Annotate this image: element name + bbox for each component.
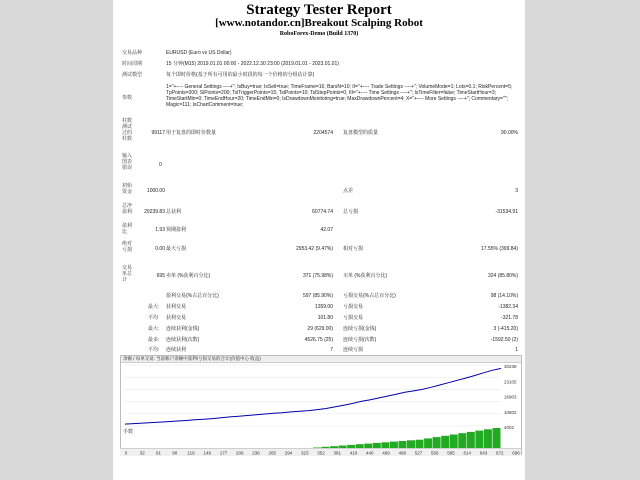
avg-cons-losses-label: 连续亏损 <box>343 347 364 353</box>
y-tick-label: 4002 <box>504 425 515 430</box>
rel-dd-label: 相对亏损 <box>343 246 364 252</box>
largest-win-value: 1359.00 <box>314 304 333 310</box>
largest-win-label: 获利交易 <box>166 304 187 310</box>
avg-label: 平均 <box>148 315 159 321</box>
x-tick-label: 643 <box>479 450 488 456</box>
loss-label: 亏损交易(%占总百分比) <box>343 293 396 299</box>
bars-label: 柱数 测试过的柱数 <box>122 118 133 142</box>
short-value: 371 (75.98%) <box>302 273 333 279</box>
errors-value: 0 <box>159 162 162 168</box>
ticks-label: 用于复盘的即时价数量 <box>166 130 217 136</box>
x-tick-label: 556 <box>430 450 439 456</box>
balance-line <box>125 368 501 424</box>
cons-loss-value: -1592.50 (2) <box>490 337 518 343</box>
y-tick-label: 30239 <box>504 364 517 369</box>
max-label: 最大: <box>148 326 160 332</box>
gross-loss-value: -31534.91 <box>495 209 518 215</box>
x-tick-label: 323 <box>300 450 309 456</box>
avg-loss-label: 亏损交易 <box>343 315 364 321</box>
x-tick-label: 498 <box>398 450 407 456</box>
symbol-label: 交易品种 <box>122 50 143 56</box>
win-label: 盈利交易(%占总百分比) <box>166 293 219 299</box>
errors-label: 输入图表错误 <box>122 153 133 171</box>
cons-loss-label: 连续亏损(次数) <box>343 337 377 343</box>
period-label: 时间周期 <box>122 61 143 67</box>
report-subtitle: [www.notandor.cn]Breakout Scalping Robot <box>215 17 423 29</box>
x-tick-label: 585 <box>447 450 455 456</box>
rel-dd-value: 17.55% (399.84) <box>481 246 518 252</box>
balance-chart-panel <box>120 355 522 455</box>
win-value: 597 (85.90%) <box>302 293 333 299</box>
x-tick-label: 236 <box>252 450 260 456</box>
quality-value: 90.00% <box>501 130 518 136</box>
avg-cons-losses-value: 1 <box>515 347 518 353</box>
gross-loss-label: 总亏损 <box>343 209 359 215</box>
chart-caption: 余额 / 每单交易: 当前帐户余额中获利/亏损交易的合计(价值中心 收益) <box>123 356 261 361</box>
gross-profit-label: 总获利 <box>166 209 182 215</box>
x-tick-label: 410 <box>349 450 358 456</box>
spread-label: 点差 <box>343 188 354 194</box>
model-value: 每个即时价格(基于所有可用的最小时段的每一个价格的分组估计算) <box>166 72 315 78</box>
x-tick-label: 527 <box>414 450 423 456</box>
largest-loss-label: 亏损交易 <box>343 304 364 310</box>
payoff-value: 42.07 <box>320 227 333 233</box>
cons-profit-label: 连续获利(次数) <box>166 337 200 343</box>
x-tick-label: 206 <box>235 450 244 456</box>
x-tick-label: 32 <box>139 450 145 456</box>
avg-loss-value: -321.78 <box>501 315 518 321</box>
loss-value: 98 (14.10%) <box>490 293 518 299</box>
abs-dd-value: 0.00 <box>155 246 165 252</box>
x-tick-label: 696 <box>512 450 520 456</box>
params-label: 参数 <box>122 95 133 101</box>
spread-value: 3 <box>515 188 518 194</box>
average-label: 平均: <box>148 347 160 353</box>
x-tick-label: 672 <box>495 450 504 456</box>
x-tick-label: 614 <box>463 450 472 456</box>
x-tick-label: 469 <box>382 450 390 456</box>
trades-value: 695 <box>156 273 165 279</box>
abs-dd-label: 绝对亏损 <box>122 241 133 253</box>
net-label: 总净盈利 <box>122 203 133 215</box>
x-tick-label: 177 <box>219 450 228 456</box>
report-page <box>113 0 525 480</box>
cons-wins-value: 29 (629.00) <box>307 326 333 332</box>
x-tick-label: 90 <box>172 450 178 456</box>
x-tick-label: 119 <box>187 450 195 456</box>
x-tick-label: 61 <box>155 450 162 456</box>
cons-losses-label: 连续亏损(金钱) <box>343 326 377 332</box>
long-value: 324 (85.80%) <box>487 273 518 279</box>
pf-label: 盈利比 <box>122 223 133 235</box>
max-dd-label: 最大亏损 <box>166 246 187 252</box>
x-tick-label: 440 <box>365 450 374 456</box>
avg-win-label: 获利交易 <box>166 315 187 321</box>
pf-value: 1.93 <box>155 227 165 233</box>
watermark: www.mt4.shop <box>398 457 502 473</box>
params-value: 1="+---- General Settings ----+"; IsBuy=true; IsSell=true; TimeFrame=16; BarsN=10; II="+---- Trade Settings ----+"; VolumeMode=1; Lots=0.1; RiskPercent=5; TpPoints=200; SlPoints=200; TslTriggerPoints=15; TslPoints=10; TslStepPoints=0; III="+---- Time Settings ----+"; IsTimeFilter=false; TimeStartHour=3; TimeStartMin=0; TimeEndHour=20; TimeEndMin=0; IsDrawdownMonitoring=true; MaxDrawdownPercent=4; X="+---- More Settings ----+"; Commentary=""; Magic=111; IsChartComment=true; <box>166 84 513 108</box>
long-label: 买单 (%获利百分比) <box>343 273 388 279</box>
avg-cons-wins-label: 连续获利 <box>166 347 187 353</box>
deposit-value: 1000.00 <box>146 188 165 194</box>
report-title: Strategy Tester Report <box>246 2 392 18</box>
avg-cons-wins-value: 7 <box>330 347 333 353</box>
largest-label: 最大: <box>148 304 160 310</box>
volume-label: 手数 <box>123 429 134 435</box>
report-build: RoboForex-Demo (Build 1370) <box>279 31 359 37</box>
cons-wins-label: 连续获利(金钱) <box>166 326 200 332</box>
quality-label: 复盘模型的质量 <box>343 130 379 136</box>
cons-profit-value: 4526.75 (25) <box>304 337 333 343</box>
period-value: 15 分钟(M15) 2019.01.01 00:00 - 2022.12.30 23:00 (2019.01.01 - 2023.01.01) <box>166 61 339 67</box>
x-tick-label: 0 <box>124 450 128 456</box>
max-dd-value: 2953.42 (9.47%) <box>296 246 333 252</box>
balance-chart <box>121 356 521 454</box>
x-tick-label: 149 <box>203 450 212 456</box>
bars-value: 99117 <box>151 130 165 136</box>
x-axis-bar <box>120 448 521 456</box>
x-axis <box>120 449 521 456</box>
trades-label: 交易单总计 <box>122 265 133 283</box>
payoff-label: 预期盈利 <box>166 227 187 233</box>
largest-loss-value: -1382.34 <box>498 304 518 310</box>
x-tick-label: 381 <box>333 450 342 456</box>
y-tick-label: 16903 <box>504 394 517 400</box>
x-tick-label: 294 <box>284 450 293 456</box>
model-label: 测试模型 <box>122 72 143 78</box>
net-value: 29239.83 <box>144 209 165 215</box>
symbol-value: EURUSD (Euro vs US Dollar) <box>166 50 232 56</box>
short-label: 卖单 (%获利百分比) <box>166 273 211 279</box>
ticks-value: 2204574 <box>313 130 333 136</box>
y-tick-label: 23105 <box>504 379 517 385</box>
maximal-label: 最多: <box>148 337 160 343</box>
cons-losses-value: 3 (-415.20) <box>493 326 518 332</box>
avg-win-value: 101.80 <box>317 315 333 321</box>
gross-profit-value: 60774.74 <box>312 209 333 215</box>
y-tick-label: 10802 <box>504 409 517 415</box>
x-tick-label: 265 <box>268 450 277 456</box>
deposit-label: 初始资金 <box>122 183 133 195</box>
x-tick-label: 352 <box>317 450 325 456</box>
